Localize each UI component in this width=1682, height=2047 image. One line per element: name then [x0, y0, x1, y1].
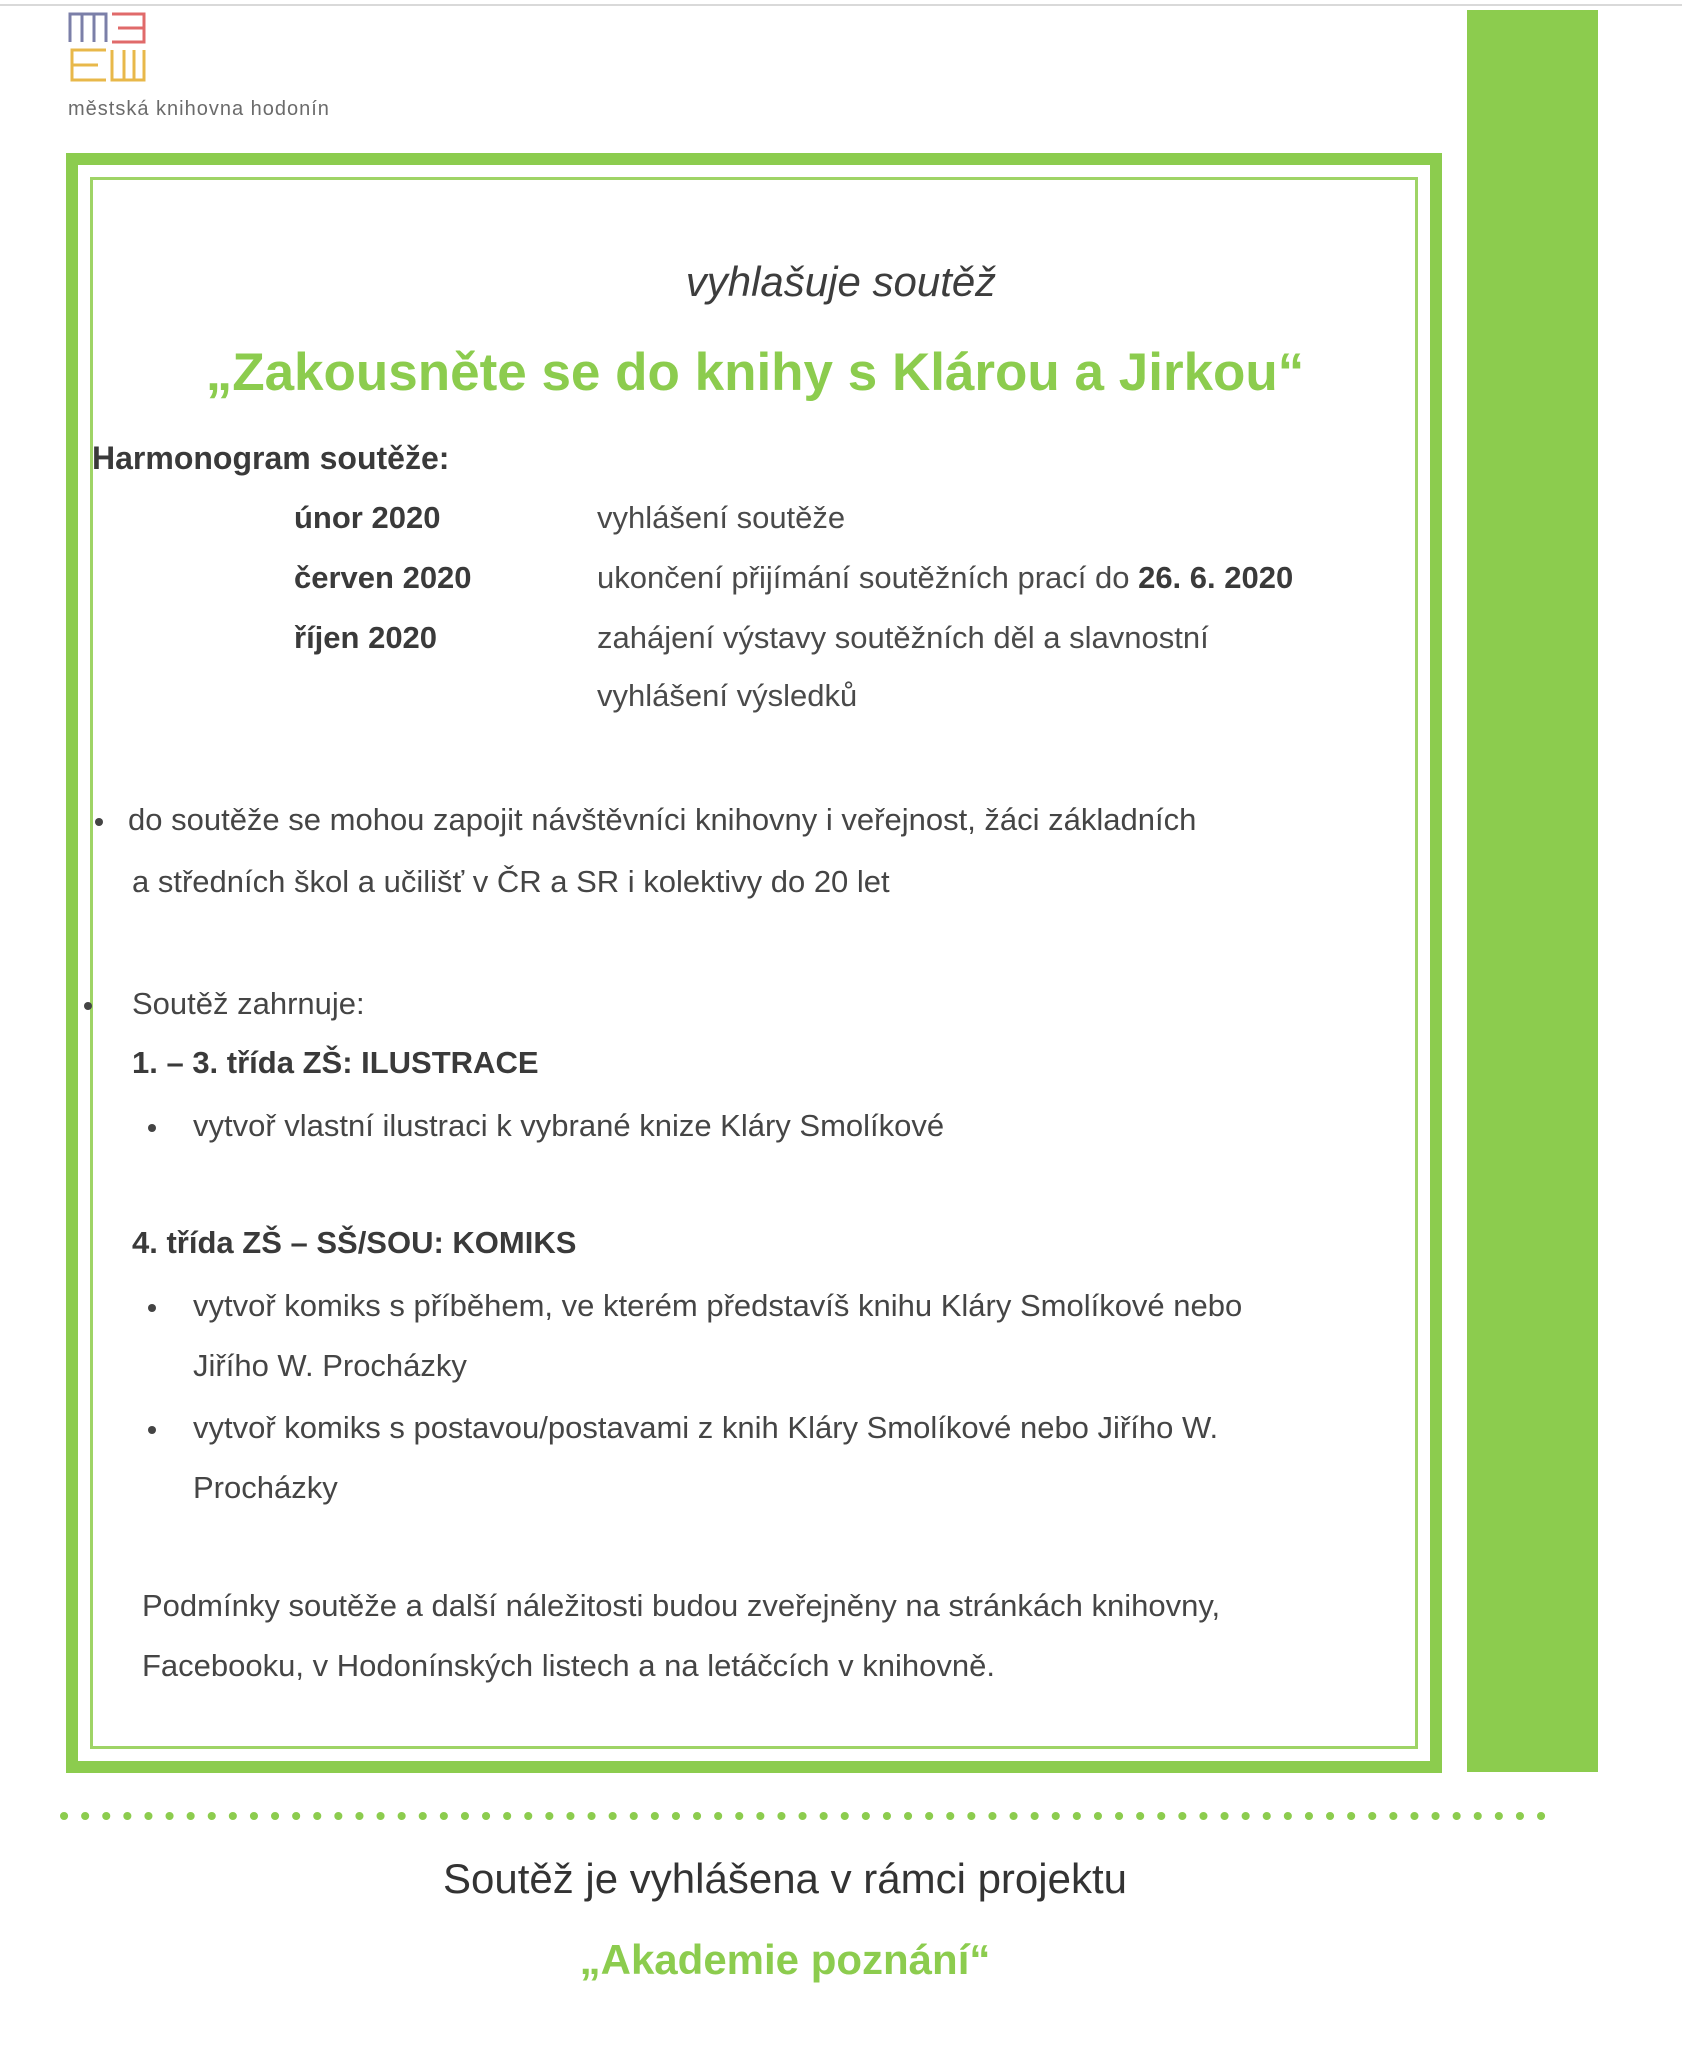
schedule-desc: ukončení přijímání soutěžních prací do 26. 6. 2020 — [597, 560, 1294, 595]
top-divider — [0, 4, 1682, 6]
category-item: vytvoř komiks s příběhem, ve kterém představíš knihu Kláry Smolíkové nebo — [193, 1288, 1243, 1323]
dotted-divider — [58, 1810, 1558, 1822]
library-name: městská knihovna hodonín — [68, 98, 330, 120]
conditions-line: Facebooku, v Hodonínských listech a na letáčcích v knihovně. — [142, 1648, 995, 1683]
category-item-continuation: Jiřího W. Procházky — [193, 1348, 467, 1383]
category-item: vytvoř vlastní ilustraci k vybrané knize Kláry Smolíkové — [193, 1108, 945, 1143]
schedule-desc: zahájení výstavy soutěžních děl a slavnostní — [597, 620, 1209, 655]
category-heading: 4. třída ZŠ – SŠ/SOU: KOMIKS — [132, 1225, 577, 1260]
schedule-date: červen 2020 — [294, 560, 472, 595]
schedule-desc: vyhlášení soutěže — [597, 500, 846, 535]
project-name: „Akademie poznání“ — [579, 1936, 991, 1983]
bullet-icon — [95, 818, 103, 826]
bullet-icon — [148, 1124, 156, 1132]
bullet-icon — [148, 1304, 156, 1312]
schedule-desc-continuation: vyhlášení výsledků — [597, 678, 858, 713]
content-frame-inner-border — [90, 177, 1418, 1749]
intro-text: vyhlašuje soutěž — [685, 258, 997, 305]
bullet-icon — [148, 1426, 156, 1434]
eligibility-line: a středních škol a učilišť v ČR a SR i kolektivy do 20 let — [132, 864, 890, 899]
categories-intro: Soutěž zahrnuje: — [132, 986, 365, 1021]
footer-text: Soutěž je vyhlášena v rámci projektu — [443, 1855, 1127, 1902]
schedule-heading: Harmonogram soutěže: — [92, 440, 450, 476]
category-item-continuation: Procházky — [193, 1470, 338, 1505]
schedule-date: únor 2020 — [294, 500, 441, 535]
conditions-line: Podmínky soutěže a další náležitosti budou zveřejněny na stránkách knihovny, — [142, 1588, 1221, 1623]
competition-title: „Zakousněte se do knihy s Klárou a Jirkou“ — [205, 343, 1305, 402]
schedule-date: říjen 2020 — [294, 620, 438, 655]
category-item: vytvoř komiks s postavou/postavami z knih Kláry Smolíkové nebo Jiřího W. — [193, 1410, 1219, 1445]
eligibility-line: do soutěže se mohou zapojit návštěvníci knihovny i veřejnost, žáci základních — [128, 802, 1197, 837]
library-logo-icon — [68, 8, 148, 84]
bullet-icon — [84, 1002, 92, 1010]
category-heading: 1. – 3. třída ZŠ: ILUSTRACE — [132, 1045, 539, 1080]
